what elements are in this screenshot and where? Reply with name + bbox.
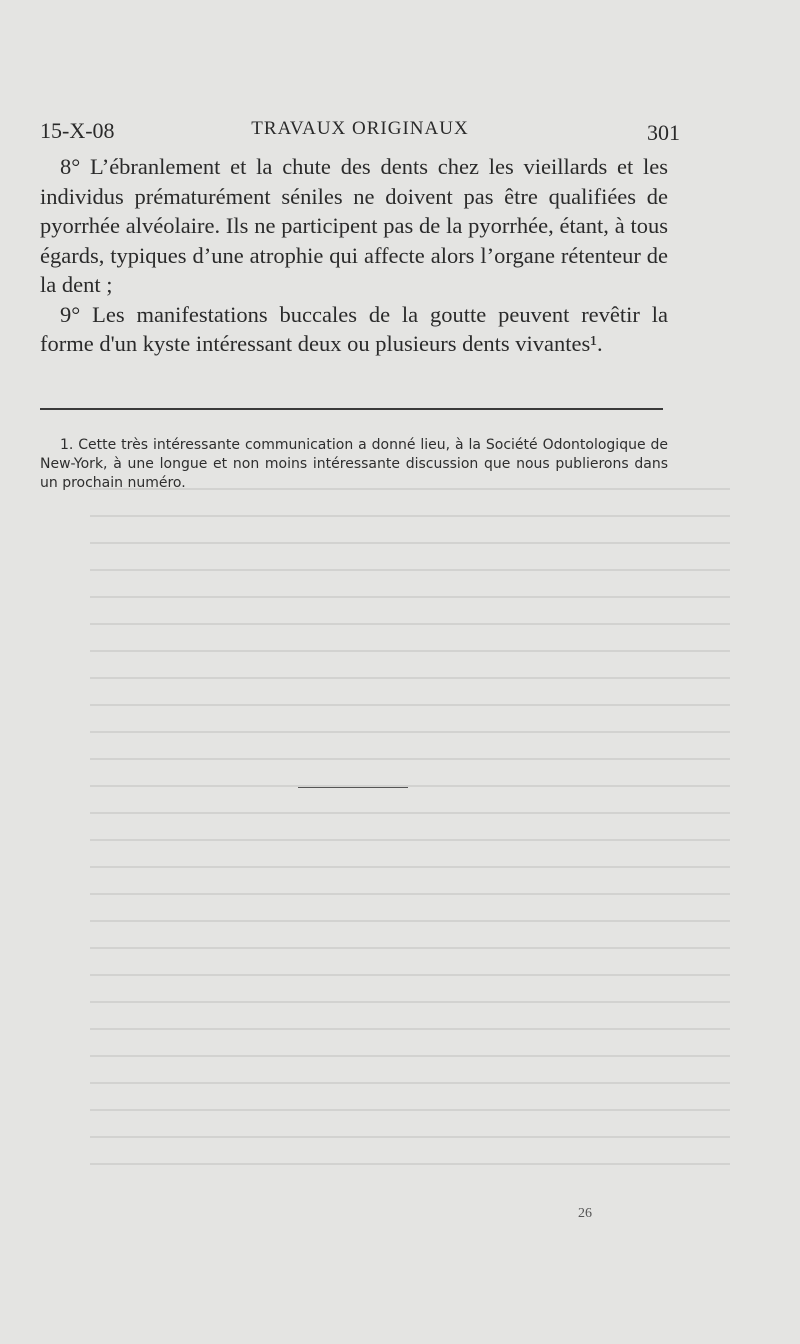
- footnote-separator: [40, 408, 663, 410]
- paragraph-9: 9° Les manifestations buccales de la goutte peuvent revêtir la forme d'un kyste intéressant deux ou plusieurs dents vivantes¹.: [40, 301, 668, 356]
- header-date: 15-X-08: [40, 118, 115, 143]
- body-text: [40, 152, 668, 359]
- footnote-1: 1. Cette très intéressante communication a donné lieu, à la Société Odontologique de New-York, à une longue et non moins intéressante discussion que nous publierons dans un prochain numéro.: [40, 437, 668, 491]
- show-through-texture: [90, 470, 730, 1190]
- footnote: [40, 436, 668, 493]
- page-number: 301: [647, 120, 680, 145]
- paragraph-8: 8° L’ébranlement et la chute des dents chez les vieillards et les individus prématurément séniles ne doivent pas être qualifiées de pyorrhée alvéolaire. Ils ne participent pas de la pyorrhée, étant, à tous égards, typiques d’une atrophie qui affecte alors l’organe rétenteur de la dent ;: [40, 154, 668, 297]
- end-of-article-rule: [298, 787, 408, 788]
- header-title: TRAVAUX ORIGINAUX: [251, 118, 469, 139]
- signature-mark: 26: [578, 1206, 592, 1221]
- running-header: [40, 118, 680, 148]
